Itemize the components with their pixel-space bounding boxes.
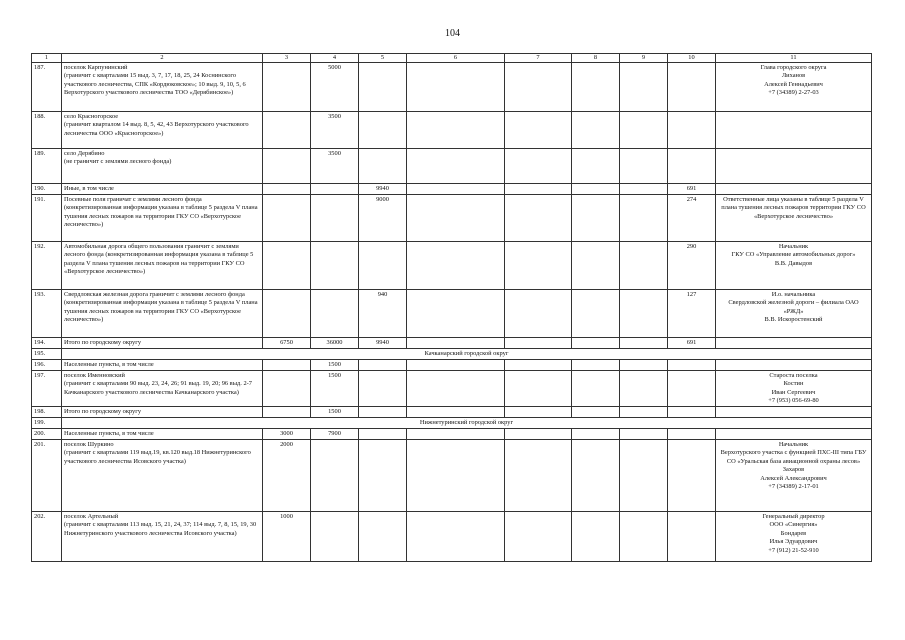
value-c7 bbox=[505, 290, 572, 338]
value-c6 bbox=[407, 429, 505, 440]
value-c5 bbox=[359, 407, 407, 418]
value-c10 bbox=[668, 112, 716, 149]
value-c4: 1500 bbox=[311, 360, 359, 371]
value-c8 bbox=[572, 195, 620, 242]
settlement-name: поселок Именновский (граничит с кварталами 90 выд. 23, 24, 26; 91 выд. 19, 20; 96 выд. 2-7 Качканарского участкового лесничества Качканарского участка) bbox=[62, 371, 263, 407]
responsible-person bbox=[716, 184, 872, 195]
table-row bbox=[32, 195, 872, 242]
value-c10 bbox=[668, 360, 716, 371]
header-cell: 4 bbox=[311, 54, 359, 63]
value-c4 bbox=[311, 512, 359, 562]
value-c7 bbox=[505, 149, 572, 184]
value-c5: 940 bbox=[359, 290, 407, 338]
value-c4 bbox=[311, 290, 359, 338]
value-c7 bbox=[505, 512, 572, 562]
value-c10 bbox=[668, 149, 716, 184]
row-number: 187. bbox=[32, 63, 62, 112]
settlement-name: село Дерябино (не граничит с землями лесного фонда) bbox=[62, 149, 263, 184]
value-c5 bbox=[359, 149, 407, 184]
value-c3 bbox=[263, 407, 311, 418]
value-c7 bbox=[505, 338, 572, 349]
value-c7 bbox=[505, 112, 572, 149]
value-c6 bbox=[407, 149, 505, 184]
responsible-person: Ответственные лица указаны в таблице 5 раздела V плана тушения лесных пожаров территории ГКУ СО «Верхотурское лесничество» bbox=[716, 195, 872, 242]
row-number: 198. bbox=[32, 407, 62, 418]
value-c3 bbox=[263, 63, 311, 112]
value-c6 bbox=[407, 338, 505, 349]
value-c5: 9940 bbox=[359, 184, 407, 195]
value-c10 bbox=[668, 371, 716, 407]
value-c10 bbox=[668, 407, 716, 418]
value-c9 bbox=[620, 112, 668, 149]
settlement-name: Итого по городскому округу bbox=[62, 407, 263, 418]
value-c7 bbox=[505, 63, 572, 112]
section-title: Качканарский городской округ bbox=[62, 349, 872, 360]
value-c6 bbox=[407, 242, 505, 290]
value-c6 bbox=[407, 512, 505, 562]
settlement-name: Итого по городскому округу bbox=[62, 338, 263, 349]
table-row bbox=[32, 429, 872, 440]
responsible-person bbox=[716, 338, 872, 349]
value-c5 bbox=[359, 63, 407, 112]
value-c9 bbox=[620, 195, 668, 242]
value-c4 bbox=[311, 195, 359, 242]
value-c4: 3500 bbox=[311, 149, 359, 184]
header-cell: 6 bbox=[407, 54, 505, 63]
value-c9 bbox=[620, 184, 668, 195]
value-c4: 36000 bbox=[311, 338, 359, 349]
value-c3 bbox=[263, 112, 311, 149]
table-row bbox=[32, 184, 872, 195]
header-cell: 5 bbox=[359, 54, 407, 63]
value-c6 bbox=[407, 290, 505, 338]
value-c7 bbox=[505, 407, 572, 418]
settlement-name: Автомобильная дорога общего пользования граничит с землями лесного фонда (конкретизированная информация указана в таблице 5 раздела V плана тушения лесных пожаров на территории ГКУ СО «Верхотурское лесничество») bbox=[62, 242, 263, 290]
value-c6 bbox=[407, 371, 505, 407]
value-c4 bbox=[311, 184, 359, 195]
value-c5 bbox=[359, 112, 407, 149]
table-row bbox=[32, 360, 872, 371]
value-c7 bbox=[505, 360, 572, 371]
value-c3 bbox=[263, 290, 311, 338]
value-c4: 1500 bbox=[311, 407, 359, 418]
table-row bbox=[32, 290, 872, 338]
header-cell: 2 bbox=[62, 54, 263, 63]
header-row bbox=[32, 54, 872, 63]
settlement-name: Посевные поля граничат с землями лесного фонда (конкретизированная информация указана в таблице 5 раздела V плана тушения лесных пожаров на территории ГКУ СО «Верхотурское лесничество») bbox=[62, 195, 263, 242]
table-row bbox=[32, 63, 872, 112]
value-c8 bbox=[572, 242, 620, 290]
value-c8 bbox=[572, 338, 620, 349]
value-c10 bbox=[668, 429, 716, 440]
settlement-name: поселок Шуркино (граничит с кварталами 119 выд.19, кв.120 выд.18 Нижнетуринского участкового лесничества Исовского участка) bbox=[62, 440, 263, 512]
value-c5: 9940 bbox=[359, 338, 407, 349]
value-c9 bbox=[620, 149, 668, 184]
value-c9 bbox=[620, 290, 668, 338]
value-c6 bbox=[407, 112, 505, 149]
value-c10: 127 bbox=[668, 290, 716, 338]
row-number: 201. bbox=[32, 440, 62, 512]
section-row bbox=[32, 418, 872, 429]
value-c10 bbox=[668, 63, 716, 112]
responsible-person: Начальник Верхотурского участка с функцией ПХС-III типа ГБУ СО «Уральская база авиационной охраны лесов» Захаров Алексей Александрович +7 (34389) 2-17-01 bbox=[716, 440, 872, 512]
value-c4 bbox=[311, 242, 359, 290]
header-cell: 8 bbox=[572, 54, 620, 63]
row-number: 190. bbox=[32, 184, 62, 195]
responsible-person bbox=[716, 112, 872, 149]
value-c4: 3500 bbox=[311, 112, 359, 149]
value-c10 bbox=[668, 512, 716, 562]
value-c6 bbox=[407, 63, 505, 112]
value-c5 bbox=[359, 440, 407, 512]
value-c10 bbox=[668, 440, 716, 512]
value-c9 bbox=[620, 407, 668, 418]
value-c3 bbox=[263, 360, 311, 371]
value-c8 bbox=[572, 407, 620, 418]
value-c7 bbox=[505, 440, 572, 512]
value-c5 bbox=[359, 512, 407, 562]
value-c3 bbox=[263, 371, 311, 407]
table-row bbox=[32, 149, 872, 184]
table-row bbox=[32, 512, 872, 562]
value-c9 bbox=[620, 512, 668, 562]
section-title: Нижнетуринский городской округ bbox=[62, 418, 872, 429]
value-c6 bbox=[407, 195, 505, 242]
responsible-person: Староста поселка Костин Иван Сергеевич +7 (953) 056-69-80 bbox=[716, 371, 872, 407]
value-c8 bbox=[572, 63, 620, 112]
row-number: 200. bbox=[32, 429, 62, 440]
settlement-name: Свердловская железная дорога граничит с землями лесного фонда (конкретизированная информация указана в таблице 5 раздела V плана тушения лесных пожаров на территории ГКУ СО «Верхотурское лесничество») bbox=[62, 290, 263, 338]
row-number: 197. bbox=[32, 371, 62, 407]
value-c7 bbox=[505, 429, 572, 440]
value-c9 bbox=[620, 63, 668, 112]
value-c9 bbox=[620, 242, 668, 290]
value-c4: 7900 bbox=[311, 429, 359, 440]
responsible-person bbox=[716, 407, 872, 418]
table-row bbox=[32, 440, 872, 512]
responsible-person: Генеральный директор ООО «Синергия» Бондарев Илья Эдуардович +7 (912) 21-52-910 bbox=[716, 512, 872, 562]
value-c8 bbox=[572, 440, 620, 512]
value-c3: 6750 bbox=[263, 338, 311, 349]
value-c4 bbox=[311, 440, 359, 512]
value-c6 bbox=[407, 360, 505, 371]
page-number: 104 bbox=[445, 28, 460, 39]
table-row bbox=[32, 112, 872, 149]
header-cell: 10 bbox=[668, 54, 716, 63]
value-c10: 274 bbox=[668, 195, 716, 242]
row-number: 194. bbox=[32, 338, 62, 349]
table-row bbox=[32, 407, 872, 418]
value-c8 bbox=[572, 512, 620, 562]
value-c5 bbox=[359, 429, 407, 440]
settlement-name: Иные, в том числе bbox=[62, 184, 263, 195]
value-c3 bbox=[263, 184, 311, 195]
table-row bbox=[32, 338, 872, 349]
value-c10: 691 bbox=[668, 184, 716, 195]
value-c3 bbox=[263, 242, 311, 290]
header-cell: 11 bbox=[716, 54, 872, 63]
table-row bbox=[32, 242, 872, 290]
value-c7 bbox=[505, 371, 572, 407]
settlement-name: Населенные пункты, в том числе bbox=[62, 360, 263, 371]
header-cell: 3 bbox=[263, 54, 311, 63]
value-c6 bbox=[407, 184, 505, 195]
responsible-person bbox=[716, 429, 872, 440]
value-c7 bbox=[505, 184, 572, 195]
row-number: 188. bbox=[32, 112, 62, 149]
value-c5 bbox=[359, 360, 407, 371]
value-c8 bbox=[572, 290, 620, 338]
value-c3 bbox=[263, 149, 311, 184]
responsible-person: Начальник ГКУ СО «Управление автомобильных дорог» В.В. Давыдов bbox=[716, 242, 872, 290]
row-number: 189. bbox=[32, 149, 62, 184]
fire-plan-table bbox=[31, 53, 872, 562]
value-c7 bbox=[505, 242, 572, 290]
settlement-name: поселок Артельный (граничит с кварталами 113 выд. 15, 21, 24, 37; 114 выд. 7, 8, 15, 19, 30 Нижнетуринского участкового лесничества Исовского участка) bbox=[62, 512, 263, 562]
value-c9 bbox=[620, 429, 668, 440]
settlement-name: поселок Карпунинский (граничит с кварталами 15 выд. 3, 7, 17, 18, 25, 24 Коснинского участкового лесничества, СПК «Кордюковское»; 10 выд. 9, 10, 5, 6 Верхотурского участкового лесничества ТОО «Дерябинское») bbox=[62, 63, 263, 112]
header-cell: 9 bbox=[620, 54, 668, 63]
responsible-person: Глава городского округа Лиханов Алексей Геннадьевич +7 (34389) 2-27-03 bbox=[716, 63, 872, 112]
settlement-name: село Красногорское (граничит кварталом 14 выд. 8, 5, 42, 43 Верхотурского участкового лесничества ООО «Красногорское») bbox=[62, 112, 263, 149]
value-c10: 691 bbox=[668, 338, 716, 349]
value-c5 bbox=[359, 371, 407, 407]
row-number: 193. bbox=[32, 290, 62, 338]
value-c8 bbox=[572, 360, 620, 371]
header-cell: 7 bbox=[505, 54, 572, 63]
value-c6 bbox=[407, 440, 505, 512]
row-number: 195. bbox=[32, 349, 62, 360]
row-number: 199. bbox=[32, 418, 62, 429]
responsible-person bbox=[716, 360, 872, 371]
value-c9 bbox=[620, 338, 668, 349]
value-c6 bbox=[407, 407, 505, 418]
value-c10: 290 bbox=[668, 242, 716, 290]
responsible-person: И.о. начальника Свердловской железной дороги – филиала ОАО «РЖД» В.В. Искоростенский bbox=[716, 290, 872, 338]
value-c3: 1000 bbox=[263, 512, 311, 562]
section-row bbox=[32, 349, 872, 360]
value-c9 bbox=[620, 440, 668, 512]
row-number: 196. bbox=[32, 360, 62, 371]
value-c8 bbox=[572, 429, 620, 440]
row-number: 191. bbox=[32, 195, 62, 242]
header-cell: 1 bbox=[32, 54, 62, 63]
settlement-name: Населенные пункты, в том числе bbox=[62, 429, 263, 440]
value-c4: 5000 bbox=[311, 63, 359, 112]
value-c3 bbox=[263, 195, 311, 242]
row-number: 202. bbox=[32, 512, 62, 562]
value-c8 bbox=[572, 149, 620, 184]
value-c3: 3000 bbox=[263, 429, 311, 440]
row-number: 192. bbox=[32, 242, 62, 290]
value-c8 bbox=[572, 371, 620, 407]
table-row bbox=[32, 371, 872, 407]
value-c9 bbox=[620, 371, 668, 407]
value-c7 bbox=[505, 195, 572, 242]
value-c8 bbox=[572, 112, 620, 149]
value-c4: 1500 bbox=[311, 371, 359, 407]
value-c3: 2000 bbox=[263, 440, 311, 512]
value-c5 bbox=[359, 242, 407, 290]
value-c8 bbox=[572, 184, 620, 195]
value-c9 bbox=[620, 360, 668, 371]
value-c5: 9000 bbox=[359, 195, 407, 242]
responsible-person bbox=[716, 149, 872, 184]
